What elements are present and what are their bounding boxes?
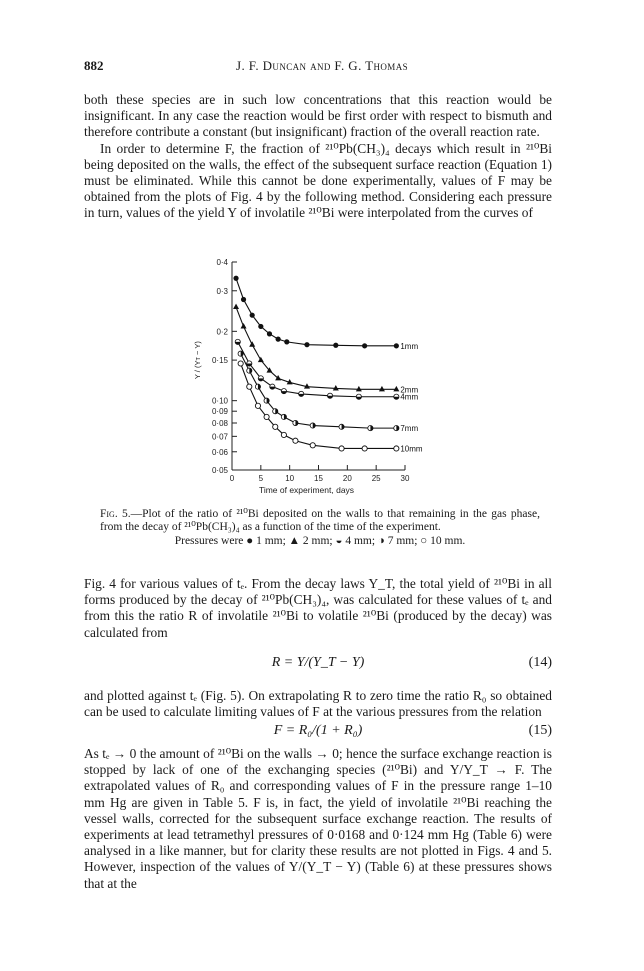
x-tick-label: 10 — [285, 474, 295, 483]
series-label-10mm: 10mm — [400, 444, 423, 454]
data-point-filled-circle — [284, 339, 289, 344]
data-point-filled-circle — [233, 276, 238, 281]
caption-text: —Plot of the ratio of ²¹⁰Bi deposited on the walls to that remaining in the gas phase, from the decay of ²¹⁰Pb(CH₃)₄ as a function of the time of the experiment. — [100, 508, 540, 534]
series-1mm — [233, 276, 418, 351]
paragraph-determine-F: In order to determine F, the fraction of ²¹⁰Pb(CH₃)₄ decays which result in ²¹⁰Bi being deposited on the walls, the effect of the subsequent surface reaction (Equation 1) must be eliminated. While this cannot be done experimentally, values of F may be obtained from the plots of Fig. 4 by the following method. Considering each pressure in turn, values of the yield Y of involatile ²¹⁰Bi were interpolated from the curves of — [84, 140, 552, 221]
chart-axes — [232, 262, 405, 470]
data-point-triangle — [249, 341, 255, 346]
paragraph-extrapolating: and plotted against tₑ (Fig. 5). On extrapolating R to zero time the ratio R₀ so obtained can be used to calculate limiting values of F at the various pressures from the relation — [84, 688, 552, 720]
y-tick-label: 0·05 — [211, 466, 228, 475]
data-point-triangle — [333, 385, 339, 390]
y-tick-label: 0·3 — [216, 286, 228, 296]
paragraph-decay-laws: Fig. 4 for various values of tₑ. From the decay laws Y_T, the total yield of ²¹⁰Bi in all forms produced by the decay of ²¹⁰Pb(CH₃)₄, was calculated for these values of tₑ and from this the ratio R of involatile ²¹⁰Bi to volatile ²¹⁰Bi (produced by the decay) was calculated from — [84, 576, 552, 640]
equation-15-number: (15) — [528, 723, 552, 738]
y-axis-label: Y / (Yт − Y) — [193, 341, 202, 380]
series-label-2mm: 2mm — [400, 385, 419, 395]
y-tick-label: 0·10 — [211, 396, 228, 406]
y-tick-label: 0·06 — [211, 447, 228, 457]
data-point-open-circle — [310, 443, 315, 448]
running-head-authors: J. F. Duncan and F. G. Thomas — [235, 58, 409, 73]
series-line-4mm — [238, 342, 397, 397]
data-point-triangle — [379, 386, 385, 391]
data-point-open-circle — [394, 446, 399, 451]
series-label-7mm: 7mm — [400, 424, 419, 434]
data-point-open-circle — [247, 384, 252, 389]
data-point-open-circle — [264, 414, 269, 419]
caption-label: Fig. 5. — [100, 508, 131, 520]
equation-15 — [84, 723, 552, 741]
data-point-open-circle — [255, 403, 260, 408]
figure-caption — [100, 508, 540, 548]
x-tick-label: 30 — [400, 474, 410, 483]
series-7mm — [238, 351, 418, 433]
series-line-10mm — [241, 364, 397, 449]
chart-series — [233, 276, 423, 454]
caption-pressures: Pressures were ● 1 mm; ▲ 2 mm; ◒ 4 mm; ◑ 7 mm; ○ 10 mm. — [174, 534, 466, 547]
data-point-open-circle — [238, 361, 243, 366]
data-point-filled-circle — [304, 342, 309, 347]
series-label-1mm: 1mm — [400, 341, 419, 351]
data-point-triangle — [356, 386, 362, 391]
data-point-open-circle — [293, 438, 298, 443]
data-point-open-circle — [281, 432, 286, 437]
data-point-filled-circle — [258, 324, 263, 329]
y-tick-label: 0·07 — [211, 432, 228, 442]
data-point-open-circle — [362, 446, 367, 451]
paragraph-surface-exchange: As tₑ → 0 the amount of ²¹⁰Bi on the walls → 0; hence the surface exchange reaction is stopped by lack of one of the exchanging species (²¹⁰Bi) and Y/Y_T → F. The extrapolated values of R₀ and corresponding values of F in the pressure range 1–10 mm Hg are given in Table 5. F is, in fact, the yield of involatile ²¹⁰Bi reaching the vessel walls, corrected for the subsequent surface exchange reaction. The results of experiments at lead tetramethyl pressures of 0·0168 and 0·124 mm Hg (Table 6) were analysed in a like manner, but for clarity these results are not plotted in Figs. 4 and 5. However, inspection of the values of Y/(Y_T − Y) (Table 6) at these pressures shows that at the — [84, 746, 552, 891]
data-point-filled-circle — [333, 343, 338, 348]
y-tick-label: 0·08 — [211, 418, 228, 428]
data-point-filled-circle — [267, 331, 272, 336]
chart-ticks — [212, 258, 410, 483]
x-tick-label: 0 — [229, 474, 235, 483]
equation-14-number: (14) — [528, 655, 552, 670]
data-point-triangle — [393, 386, 399, 391]
data-point-triangle — [258, 357, 264, 362]
figure-5-chart — [0, 236, 644, 506]
y-tick-label: 0·2 — [216, 327, 228, 337]
data-point-open-circle — [339, 446, 344, 451]
x-tick-label: 20 — [342, 474, 352, 483]
data-point-triangle — [241, 323, 247, 328]
data-point-filled-circle — [241, 297, 246, 302]
x-tick-label: 25 — [371, 474, 381, 483]
series-10mm — [238, 361, 423, 454]
equation-15-text: F = R₀/(1 + R₀) — [273, 723, 363, 738]
data-point-open-circle — [273, 424, 278, 429]
body-text-top — [84, 92, 552, 222]
data-point-triangle — [233, 304, 239, 309]
page-number: 882 — [84, 58, 104, 73]
data-point-filled-circle — [394, 343, 399, 348]
y-tick-label: 0·4 — [216, 258, 228, 267]
running-header — [0, 58, 644, 76]
series-4mm — [235, 339, 418, 401]
y-tick-label: 0·15 — [211, 356, 228, 366]
x-tick-label: 15 — [314, 474, 323, 483]
equation-14 — [84, 655, 552, 673]
series-label-4mm: 4mm — [400, 392, 419, 402]
x-tick-label: 5 — [258, 474, 264, 483]
data-point-filled-circle — [276, 337, 281, 342]
equation-14-text: R = Y/(Y_T − Y) — [271, 655, 365, 670]
data-point-filled-circle — [362, 343, 367, 348]
paragraph-continuation: both these species are in such low concentrations that this reaction would be insignificant. In any case the reaction would be first order with respect to bismuth and therefore contribute a constant (but insignificant) fraction of the overall reaction rate. — [84, 92, 552, 140]
data-point-filled-circle — [250, 313, 255, 318]
series-line-1mm — [236, 278, 396, 346]
x-axis-label: Time of experiment, days — [258, 485, 355, 495]
y-tick-label: 0·09 — [211, 407, 228, 417]
